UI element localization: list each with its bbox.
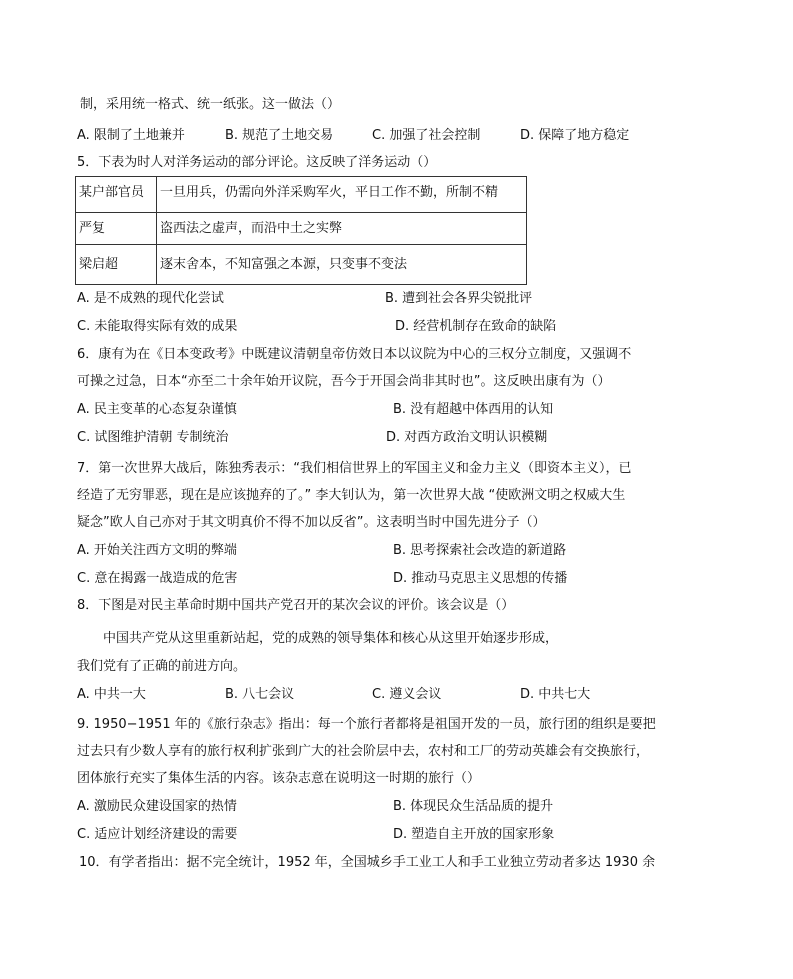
table-cell-comment: 逐末舍本，不知富强之本源，只变事不变法 [157,245,527,285]
q5-table [75,176,527,285]
q7-option-a[interactable]: A. 开始关注西方文明的弊端 [77,543,237,558]
table-cell-comment: 盗西法之虚声，而沿中土之实弊 [157,213,527,245]
q8-quote-line-1: 中国共产党从这里重新站起，党的成熟的领导集体和核心从这里开始逐步形成， [103,631,559,646]
q6-option-a[interactable]: A. 民主变革的心态复杂谨慎 [77,402,237,417]
q6-option-b[interactable]: B. 没有超越中体西用的认知 [393,402,554,417]
q10-stem: 10．有学者指出：据不完全统计，1952 年，全国城乡手工业工人和手工业独立劳动者多达 1930 余 [79,855,656,870]
q9-option-d[interactable]: D. 塑造自主开放的国家形象 [393,827,555,842]
q4-option-b[interactable]: B. 规范了土地交易 [225,128,334,143]
q8-option-a[interactable]: A. 中共一大 [77,687,146,702]
q7-stem-line-2: 经造了无穷罪恶，现在是应该抛弃的了。” 李大钊认为，第一次世界大战 “使欧洲文明之权威大生 [77,488,626,503]
q8-option-b[interactable]: B. 八七会议 [225,687,295,702]
q5-option-b[interactable]: B. 遭到社会各界尖锐批评 [385,291,533,306]
q5-option-d[interactable]: D. 经营机制存在致命的缺陷 [395,319,557,334]
q7-option-b[interactable]: B. 思考探索社会改造的新道路 [393,543,567,558]
q7-stem-line-3: 疑念”欧人自己亦对于其文明真价不得不加以反省”。这表明当时中国先进分子（） [77,515,546,530]
q7-option-d[interactable]: D. 推动马克思主义思想的传播 [393,571,568,586]
q6-option-d[interactable]: D. 对西方政治文明认识模糊 [386,430,548,445]
table-row [76,213,527,245]
q9-stem-line-2: 过去只有少数人享有的旅行权利扩张到广大的社会阶层中去，农村和工厂的劳动英雄会有交换旅行， [77,744,650,759]
q9-option-a[interactable]: A. 激励民众建设国家的热情 [77,799,237,814]
q9-stem-line-1: 9. 1950−1951 年的《旅行杂志》指出：每一个旅行者都将是祖国开发的一员，旅行团的组织是要把 [77,717,656,732]
q9-option-b[interactable]: B. 体现民众生活品质的提升 [393,799,554,814]
q9-option-c[interactable]: C. 适应计划经济建设的需要 [77,827,238,842]
table-cell-who: 严复 [76,213,157,245]
q4-option-c[interactable]: C. 加强了社会控制 [372,128,481,143]
table-cell-who: 某户部官员 [76,177,157,213]
q5-stem: 5．下表为时人对洋务运动的部分评论。这反映了洋务运动（） [77,155,437,170]
table-cell-comment: 一旦用兵，仍需向外洋采购军火，平日工作不勤，所制不精 [157,177,527,213]
q8-quote-line-2: 我们党有了正确的前进方向。 [77,659,247,674]
q9-stem-line-3: 团体旅行充实了集体生活的内容。该杂志意在说明这一时期的旅行（） [77,771,481,786]
q5-option-c[interactable]: C. 未能取得实际有效的成果 [77,319,238,334]
q6-stem-line-1: 6．康有为在《日本变政考》中既建议清朝皇帝仿效日本以议院为中心的三权分立制度，又强调不 [77,347,632,362]
q8-stem: 8．下图是对民主革命时期中国共产党召开的某次会议的评价。该会议是（） [77,598,515,613]
table-row [76,245,527,285]
q6-option-c[interactable]: C. 试图维护清朝 专制统治 [77,430,229,445]
q4-stem-tail: 制，采用统一格式、统一纸张。这一做法（） [80,97,341,112]
q4-option-d[interactable]: D. 保障了地方稳定 [520,128,630,143]
table-cell-who: 梁启超 [76,245,157,285]
q8-option-c[interactable]: C. 遵义会议 [372,687,442,702]
q5-option-a[interactable]: A. 是不成熟的现代化尝试 [77,291,224,306]
q7-option-c[interactable]: C. 意在揭露一战造成的危害 [77,571,238,586]
q8-option-d[interactable]: D. 中共七大 [520,687,591,702]
q7-stem-line-1: 7．第一次世界大战后，陈独秀表示：“我们相信世界上的军国主义和金力主义（即资本主义），已 [77,461,632,476]
table-row [76,177,527,213]
q6-stem-line-2: 可操之过急，日本“亦至二十余年始开议院，吾今于开国会尚非其时也”。这反映出康有为（） [77,374,611,389]
q4-option-a[interactable]: A. 限制了土地兼并 [77,128,185,143]
